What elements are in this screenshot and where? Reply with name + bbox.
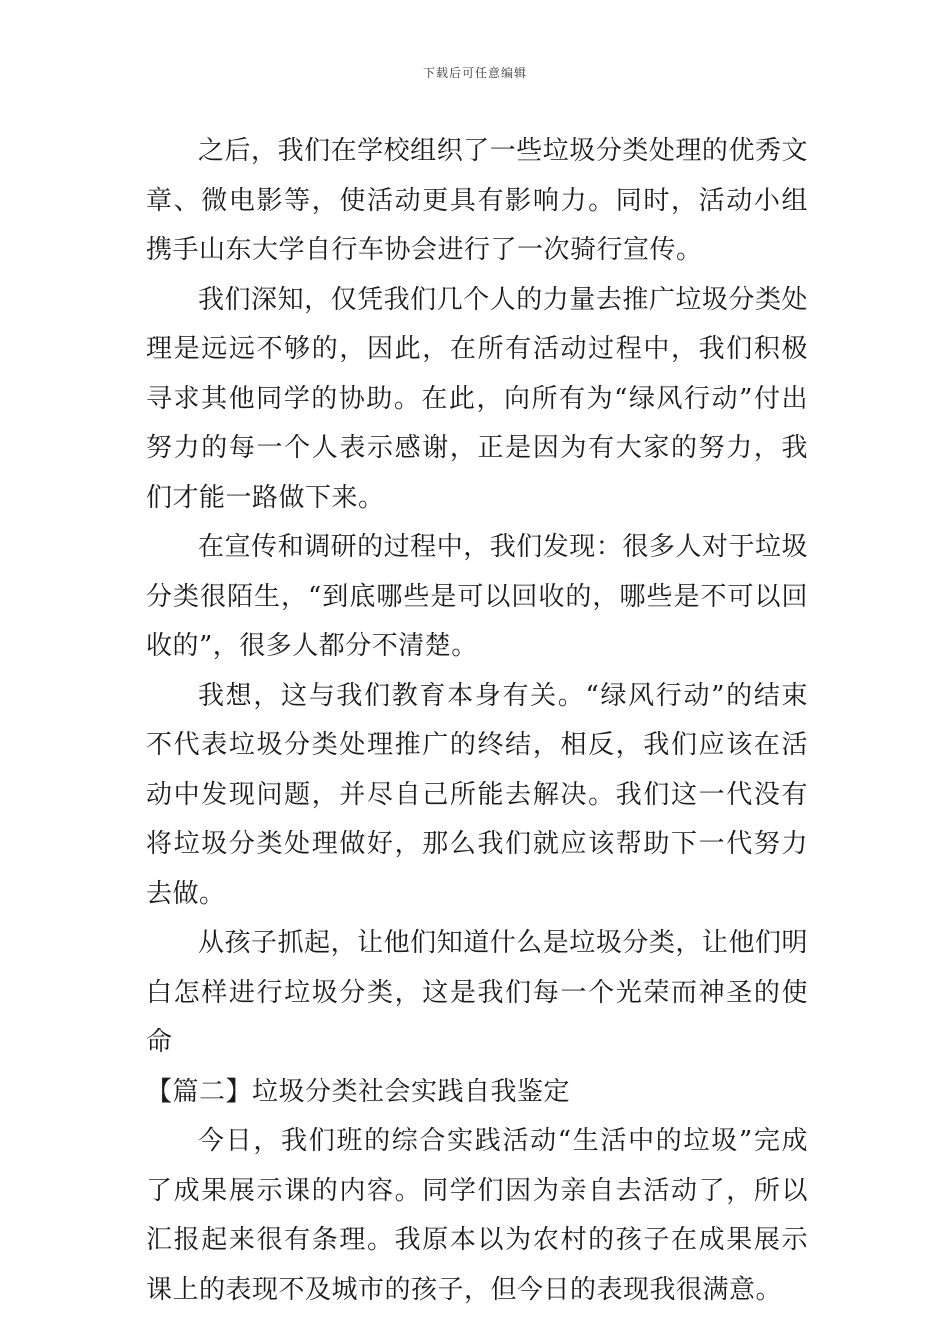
paragraph: 从孩子抓起，让他们知道什么是垃圾分类，让他们明白怎样进行垃圾分类，这是我们每一个光荣而神圣的使命 bbox=[146, 928, 808, 1057]
document-body bbox=[146, 127, 808, 1315]
paragraph: 我们深知，仅凭我们几个人的力量去推广垃圾分类处理是远远不够的，因此，在所有活动过程中，我们积极寻求其他同学的协助。在此，向所有为“绿风行动”付出努力的每一个人表示感谢，正是因为有大家的努力，我们才能一路做下来。 bbox=[146, 284, 808, 513]
paragraph: 今日，我们班的综合实践活动“生活中的垃圾”完成了成果展示课的内容。同学们因为亲自去活动了，所以汇报起来很有条理。我原本以为农村的孩子在成果展示课上的表现不及城市的孩子，但今日的表现我很满意。 bbox=[146, 1126, 808, 1305]
paragraph: 之后，我们在学校组织了一些垃圾分类处理的优秀文章、微电影等，使活动更具有影响力。同时，活动小组携手山东大学自行车协会进行了一次骑行宣传。 bbox=[146, 136, 808, 265]
paragraph: 在宣传和调研的过程中，我们发现：很多人对于垃圾分类很陌生，“到底哪些是可以回收的，哪些是不可以回收的”，很多人都分不清楚。 bbox=[146, 532, 808, 661]
paragraph: 我想，这与我们教育本身有关。“绿风行动”的结束不代表垃圾分类处理推广的终结，相反，我们应该在活动中发现问题，并尽自己所能去解决。我们这一代没有将垃圾分类处理做好，那么我们就应该帮助下一代努力去做。 bbox=[146, 680, 808, 909]
page-header: 下载后可任意编辑 bbox=[422, 66, 527, 80]
section-title: 【篇二】垃圾分类社会实践自我鉴定 bbox=[146, 1076, 571, 1107]
